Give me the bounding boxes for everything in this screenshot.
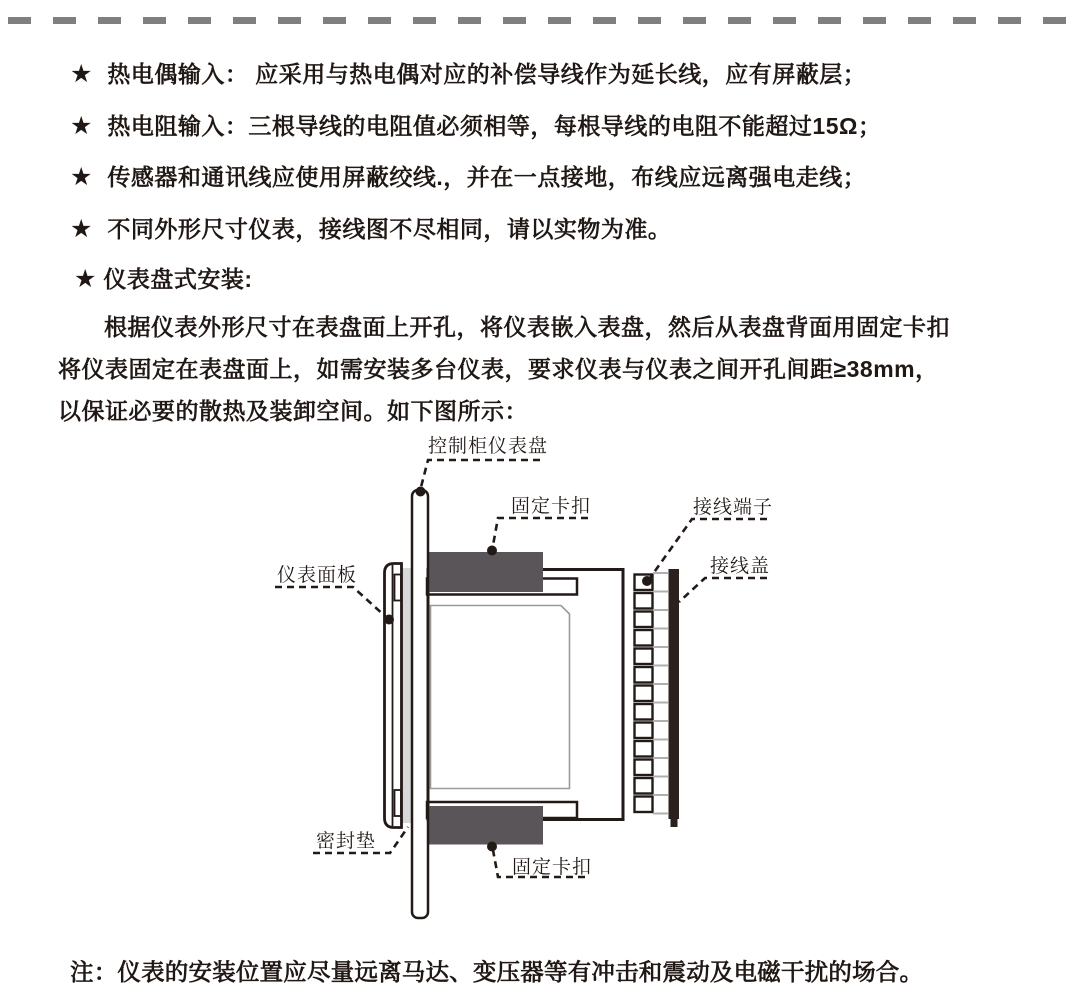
star-bullet-icon: ★ xyxy=(74,265,97,293)
terminal-cover-bar xyxy=(669,569,680,819)
bezel-latch-window-top xyxy=(395,575,402,601)
label-terminal-block: 接线端子 xyxy=(693,497,774,518)
bezel-latch-window-bottom xyxy=(395,790,402,816)
star-bullet-icon: ★ xyxy=(70,60,93,88)
bullet-text: 热电偶输入： 应采用与热电偶对应的补偿导线作为延长线，应有屏蔽层； xyxy=(107,61,867,87)
leader-fixing-clip-bottom xyxy=(487,842,592,879)
page-top-dashed-divider xyxy=(0,17,1080,24)
bullet-text: 热电阻输入：三根导线的电阻值必须相等，每根导线的电阻不能超过15Ω； xyxy=(107,113,882,139)
instrument-body-inner-case xyxy=(431,606,570,789)
leader-terminal-cover xyxy=(679,555,770,602)
leader-fixing-clip-top xyxy=(487,495,591,556)
label-fixing-clip-bottom: 固定卡扣 xyxy=(512,857,593,878)
fixing-clip-bottom xyxy=(427,806,543,845)
star-bullet-icon: ★ xyxy=(70,163,93,191)
label-fixing-clip-top: 固定卡扣 xyxy=(511,496,592,517)
bullet-text: 仪表盘式安装: xyxy=(103,266,253,292)
terminal-divider-plates xyxy=(653,573,668,814)
bullet-item-rtd xyxy=(70,113,881,139)
leader-gasket xyxy=(313,827,408,853)
label-front-panel: 仪表面板 xyxy=(277,565,358,586)
bullet-item-sensor-wiring xyxy=(70,164,866,190)
paragraph-line: 将仪表固定在表盘面上，如需安装多台仪表，要求仪表与仪表之间开孔间距≥38mm， xyxy=(58,356,939,382)
label-terminal-cover: 接线盖 xyxy=(710,556,771,577)
cabinet-panel-bar xyxy=(412,490,428,918)
terminal-block xyxy=(635,575,653,813)
bullet-item-panel-mount-heading xyxy=(74,266,253,292)
bullet-item-dimensions xyxy=(70,216,671,242)
star-bullet-icon: ★ xyxy=(70,112,93,140)
leader-cabinet-panel xyxy=(416,435,549,497)
bullet-text: 不同外形尺寸仪表，接线图不尽相同，请以实物为准。 xyxy=(107,216,672,242)
panel-mount-installation-diagram xyxy=(0,430,1080,950)
star-bullet-icon: ★ xyxy=(70,215,93,243)
label-gasket: 密封垫 xyxy=(316,831,377,852)
note-text: 注：仪表的安装位置应尽量远离马达、变压器等有冲击和震动及电磁干扰的场合。 xyxy=(70,959,924,985)
leader-front-panel xyxy=(275,564,394,625)
bullet-text: 传感器和通讯线应使用屏蔽绞线.，并在一点接地，布线应远离强电走线； xyxy=(107,164,867,190)
terminal-cover-tab xyxy=(671,819,678,827)
paragraph-line: 以保证必要的散热及装卸空间。如下图所示： xyxy=(58,398,528,424)
label-cabinet-panel: 控制柜仪表盘 xyxy=(428,436,549,457)
fixing-clip-top xyxy=(427,552,543,592)
paragraph-line: 根据仪表外形尺寸在表盘面上开孔，将仪表嵌入表盘，然后从表盘背面用固定卡扣 xyxy=(104,314,950,340)
bullet-item-thermocouple xyxy=(70,61,866,87)
